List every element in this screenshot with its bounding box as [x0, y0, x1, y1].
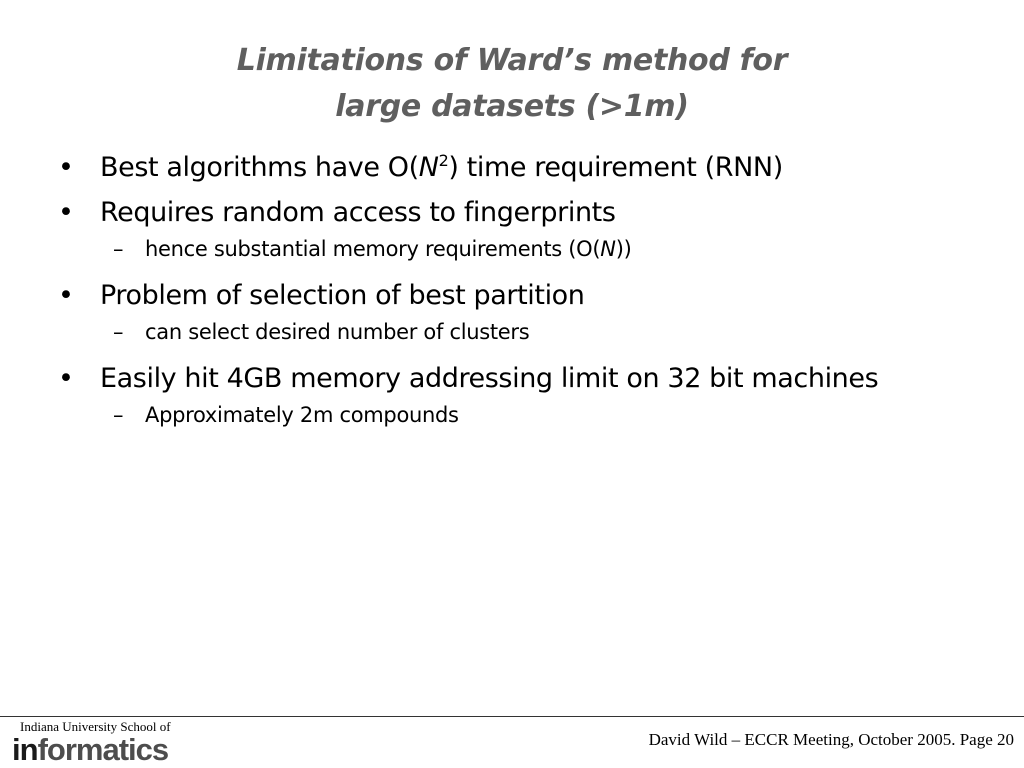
sub-bullet-text [145, 237, 632, 261]
sub-bullet-marker: – [113, 403, 124, 427]
bullet-item [0, 148, 1024, 188]
bullet-text-part: ) time requirement (RNN) [448, 152, 783, 183]
slide-title-line-1: Limitations of Ward’s method for [236, 43, 788, 78]
bullet-text: Requires random access to fingerprints [100, 197, 616, 228]
sub-bullet-text: can select desired number of clusters [145, 320, 530, 344]
bullet-marker: • [58, 197, 74, 228]
sub-bullet-marker: – [113, 237, 124, 261]
sub-bullet-item [0, 400, 1024, 430]
slide-title [0, 38, 1024, 130]
variable-n: N [418, 152, 439, 183]
sub-bullet-text-part: )) [615, 237, 632, 261]
informatics-logo [12, 733, 168, 767]
sub-bullet-text: Approximately 2m compounds [145, 403, 459, 427]
bullet-text: Problem of selection of best partition [100, 280, 585, 311]
bullet-marker: • [58, 152, 74, 183]
bullet-item [0, 276, 1024, 316]
bullet-text: Easily hit 4GB memory addressing limit on 32 bit machines [100, 363, 879, 394]
variable-n: N [600, 237, 616, 261]
logo-text-in: in [12, 732, 38, 767]
sub-bullet-marker: – [113, 320, 124, 344]
sub-bullet-item [0, 317, 1024, 347]
bullet-item [0, 359, 1024, 399]
bullet-text-part: Best algorithms have O( [100, 152, 419, 183]
school-name: Indiana University School of [20, 719, 171, 734]
bullet-text [100, 152, 783, 183]
slide-title-line-2: large datasets (>1m) [335, 89, 689, 124]
footer-divider [0, 716, 1024, 717]
bullet-item [0, 193, 1024, 233]
bullet-marker: • [58, 363, 74, 394]
sub-bullet-text-part: hence substantial memory requirements (O( [145, 237, 601, 261]
footer-credit: David Wild – ECCR Meeting, October 2005. Page 20 [648, 730, 1014, 749]
superscript-2: 2 [438, 151, 449, 170]
sub-bullet-item [0, 234, 1024, 264]
bullet-marker: • [58, 280, 74, 311]
bullet-list [0, 148, 1024, 442]
logo-text-formatics: formatics [37, 732, 169, 767]
